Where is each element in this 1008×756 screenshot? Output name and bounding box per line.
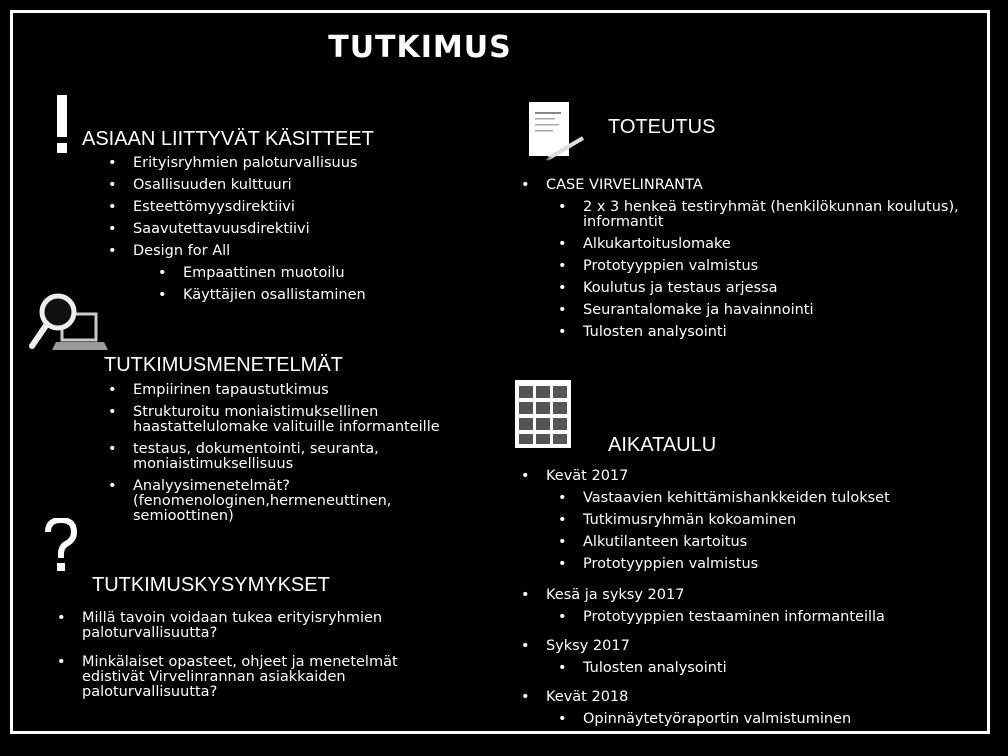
- schedule-period: [521, 689, 629, 712]
- list-item: • Seurantalomake ja havainnointi: [558, 302, 814, 318]
- list-item: • Koulutus ja testaus arjessa: [558, 280, 778, 296]
- list-item: • Tulosten analysointi: [558, 660, 727, 676]
- list-item: • Syksy 2017: [521, 638, 630, 654]
- execution-heading: TOTEUTUS: [608, 116, 716, 138]
- list-item: • Alkukartoituslomake: [558, 236, 731, 252]
- list-item: • Tulosten analysointi: [558, 324, 727, 340]
- list-item: • 2 x 3 henkeä testiryhmät (henkilökunnan koulutus), informantit: [558, 199, 959, 230]
- list-item: • CASE VIRVELINRANTA: [521, 177, 703, 193]
- list-item: • Minkälaiset opasteet, ohjeet ja menetelmät edistivät Virvelinrannan asiakkaiden paloturvallisuutta?: [57, 654, 398, 700]
- list-item: • testaus, dokumentointi, seuranta, moniaistimuksellisuus: [108, 441, 379, 472]
- list-item: • Millä tavoin voidaan tukea erityisryhmien paloturvallisuutta?: [57, 610, 383, 641]
- list-item: • Empaattinen muotoilu: [158, 265, 345, 281]
- list-item: • Analyysimenetelmät? (fenomenologinen,hermeneuttinen, semioottinen): [108, 478, 392, 524]
- schedule-sublist: [558, 660, 727, 683]
- list-item: • Opinnäytetyöraportin valmistuminen: [558, 711, 852, 727]
- list-item: • Prototyyppien testaaminen informanteilla: [558, 609, 885, 625]
- list-item: • Kesä ja syksy 2017: [521, 587, 685, 603]
- schedule-sublist: [558, 609, 885, 632]
- methods-list: [108, 382, 440, 531]
- list-item: • Esteettömyysdirektiivi: [108, 199, 295, 215]
- list-item: • Alkutilanteen kartoitus: [558, 534, 748, 550]
- schedule-period: [521, 468, 629, 491]
- slide-title: TUTKIMUS: [328, 30, 512, 65]
- question-icon: [44, 518, 78, 578]
- exclamation-icon: [52, 95, 72, 159]
- concepts-list: [108, 155, 358, 266]
- execution-list: [521, 177, 703, 200]
- schedule-sublist: [558, 711, 852, 734]
- list-item: • Design for All: [108, 243, 231, 259]
- list-item: • Vastaavien kehittämishankkeiden tulokset: [558, 490, 890, 506]
- list-item: • Erityisryhmien paloturvallisuus: [108, 155, 358, 171]
- questions-list: [57, 610, 398, 707]
- concepts-sublist: [158, 265, 366, 310]
- methods-heading: TUTKIMUSMENETELMÄT: [104, 354, 343, 376]
- schedule-heading: AIKATAULU: [608, 434, 717, 456]
- list-item: • Prototyyppien valmistus: [558, 258, 759, 274]
- execution-sublist: [558, 199, 959, 347]
- list-item: • Kevät 2018: [521, 689, 629, 705]
- schedule-period: [521, 638, 630, 661]
- document-pen-icon: [525, 100, 587, 168]
- list-item: • Strukturoitu moniaistimuksellinen haastattelulomake valituille informanteille: [108, 404, 440, 435]
- list-item: • Käyttäjien osallistaminen: [158, 287, 366, 303]
- calendar-icon: [515, 380, 571, 452]
- list-item: • Saavutettavuusdirektiivi: [108, 221, 310, 237]
- list-item: • Tutkimusryhmän kokoaminen: [558, 512, 797, 528]
- schedule-sublist: [558, 490, 890, 579]
- list-item: • Prototyyppien valmistus: [558, 556, 759, 572]
- list-item: • Empiirinen tapaustutkimus: [108, 382, 329, 398]
- list-item: • Osallisuuden kulttuuri: [108, 177, 292, 193]
- magnifier-laptop-icon: [28, 290, 108, 364]
- questions-heading: TUTKIMUSKYSYMYKSET: [92, 574, 330, 596]
- schedule-period: [521, 587, 685, 610]
- concepts-heading: ASIAAN LIITTYVÄT KÄSITTEET: [82, 128, 374, 150]
- list-item: • Kevät 2017: [521, 468, 629, 484]
